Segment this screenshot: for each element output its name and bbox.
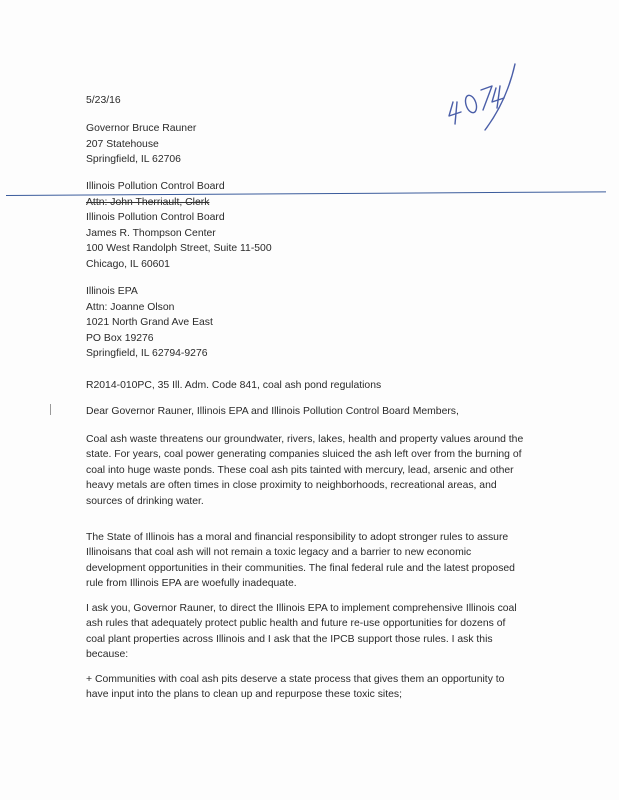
paragraph-line: have input into the plans to clean up and repurpose these toxic sites; <box>86 689 402 701</box>
paragraph-line: sources of drinking water. <box>86 495 204 507</box>
address-line: 207 Statehouse <box>86 138 159 150</box>
paragraph-line: + Communities with coal ash pits deserve a state process that gives them an opportunity to <box>86 674 505 685</box>
address-line: 1021 North Grand Ave East <box>86 317 213 328</box>
paragraph-line: The State of Illinois has a moral and financial responsibility to adopt stronger rules to assure <box>86 532 509 543</box>
paragraph-line: ash rules that adequately protect public health and future re-use opportunities for dozens of <box>86 618 506 630</box>
paragraph-community-input <box>86 672 556 703</box>
address-line: Illinois Pollution Control Board <box>86 181 225 192</box>
address-line: 100 West Randolph Street, Suite 11-500 <box>86 243 272 254</box>
address-line: Chicago, IL 60601 <box>86 258 170 270</box>
paragraph-request <box>86 601 556 663</box>
reference-line: R2014-010PC, 35 Ill. Adm. Code 841, coal ash pond regulations <box>86 380 382 391</box>
address-line: Springfield, IL 62706 <box>86 154 181 165</box>
paragraph-line: rule from Illinois EPA are woefully inadequate. <box>86 578 297 590</box>
handwritten-mark <box>445 62 525 134</box>
address-line: PO Box 19276 <box>86 332 154 344</box>
paragraph-line: Illinoisans that coal ash will not remain a toxic legacy and a barrier to new economic <box>86 547 472 559</box>
salutation: Dear Governor Rauner, Illinois EPA and Illinois Pollution Control Board Members, <box>86 406 459 417</box>
paragraph-coal-ash-threat <box>86 432 556 509</box>
paragraph-line: state. For years, coal power generating companies sluiced the ash left over from the burning of <box>86 449 522 461</box>
paragraph-line: development opportunities in their communities. The final federal rule and the latest proposed <box>86 562 515 574</box>
paragraph-line: Coal ash waste threatens our groundwater, rivers, lakes, health and property values around the <box>86 434 524 445</box>
address-line: Illinois Pollution Control Board <box>86 212 225 223</box>
paragraph-line: heavy metals are often times in close proximity to neighborhoods, recreational areas, and <box>86 480 497 492</box>
address-line: Springfield, IL 62794-9276 <box>86 348 208 359</box>
paragraph-state-responsibility <box>86 530 556 592</box>
paragraph-line: coal plant properties across Illinois and I ask that the IPCB support those rules. I ask this <box>86 633 493 645</box>
address-line: Illinois EPA <box>86 286 138 297</box>
address-line: Attn: Joanne Olson <box>86 301 175 313</box>
address-line: Governor Bruce Rauner <box>86 123 197 134</box>
address-line: James R. Thompson Center <box>86 227 216 239</box>
letter-date: 5/23/16 <box>86 95 121 106</box>
paragraph-line: coal into huge waste ponds. These coal ash pits tainted with mercury, lead, arsenic and other <box>86 464 514 476</box>
paragraph-line: I ask you, Governor Rauner, to direct the Illinois EPA to implement comprehensive Illinois coal <box>86 603 517 614</box>
paragraph-line: because: <box>86 649 129 661</box>
handwritten-4074-icon <box>445 62 525 134</box>
margin-mark <box>50 404 51 415</box>
address-line-struck: Attn: John Therriault, Clerk <box>86 196 210 208</box>
